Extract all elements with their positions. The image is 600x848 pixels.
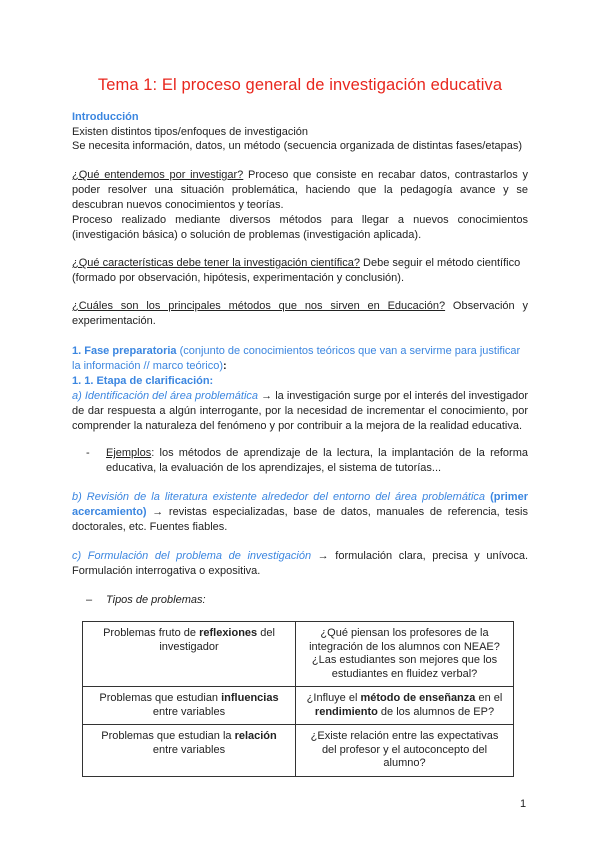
table-row	[83, 687, 514, 725]
table-cell	[83, 687, 296, 725]
table-cell	[83, 622, 296, 687]
cell-bold: influencias	[221, 692, 279, 704]
question-3-paragraph	[72, 299, 528, 329]
intro-heading: Introducción	[72, 111, 139, 123]
item-b-text: → revistas especializadas, base de datos, manuales de referencia, tesis doctorales, etc. Fuentes fiables.	[72, 506, 528, 533]
question-1-paragraph	[72, 168, 528, 213]
cell-text: ¿Influye el	[306, 692, 361, 704]
answer-1-extra: Proceso realizado mediante diversos métodos para llegar a nuevos conocimientos (investigación básica) o solución de problemas (investigación aplicada).	[72, 214, 528, 241]
stage-heading: 1. 1. Etapa de clarificación:	[72, 375, 214, 387]
cell-text: Problemas que estudian la	[101, 730, 235, 742]
examples-dash: -	[86, 447, 90, 459]
page-number: 1	[520, 798, 527, 810]
cell-bold: método de enseñanza	[360, 692, 476, 704]
cell-text: Problemas fruto de	[103, 627, 200, 639]
question-2-paragraph	[72, 256, 528, 286]
cell-text: ¿Las estudiantes son mejores que los estudiantes en fluidez verbal?	[311, 654, 498, 680]
cell-text: entre variables	[152, 705, 226, 718]
item-c-label: c) Formulación del problema de investigación	[72, 550, 312, 562]
cell-text: ¿Qué piensan los profesores de la integración de los alumnos con NEAE?	[309, 627, 500, 653]
item-c-text: → formulación clara, precisa y unívoca. Formulación interrogativa o expositiva.	[72, 550, 528, 577]
cell-bold: relación	[234, 730, 277, 742]
types-dash: –	[86, 594, 93, 606]
table-row	[83, 622, 514, 687]
cell-text: del investigador	[159, 627, 275, 653]
cell-text: en el	[475, 692, 503, 704]
item-b-label: b) Revisión de la literatura existente alrededor del entorno del área problemática	[72, 491, 486, 503]
answer-2: Debe seguir el método científico (formado por observación, hipótesis, experimentación y conclusión).	[72, 257, 521, 284]
page-title: Tema 1: El proceso general de investigación educativa	[97, 76, 503, 94]
item-b-paragraph	[72, 490, 528, 535]
cell-bold: rendimiento	[314, 705, 378, 718]
table-cell	[296, 622, 514, 687]
table-cell	[83, 725, 296, 777]
question-2: ¿Qué características debe tener la investigación científica?	[72, 257, 360, 269]
phase-1-heading-paragraph	[72, 344, 528, 374]
item-c-paragraph	[72, 549, 528, 579]
intro-line-1: Existen distintos tipos/enfoques de investigación	[72, 126, 309, 138]
examples-label: Ejemplos	[106, 447, 152, 459]
problem-types-table	[82, 621, 514, 777]
examples-text: : los métodos de aprendizaje de la lectura, la implantación de la reforma educativa, la evaluación de los aprendizajes, el sistema de tutorías...	[106, 447, 528, 474]
cell-bold: reflexiones	[199, 627, 258, 639]
question-1: ¿Qué entendemos por investigar?	[72, 169, 244, 181]
phase-1-colon: :	[223, 360, 227, 372]
question-3: ¿Cuáles son los principales métodos que nos sirven en Educación?	[72, 300, 446, 312]
phase-1-heading: 1. Fase preparatoria	[72, 345, 177, 357]
answer-1: Proceso que consiste en recabar datos, contrastarlos y poder resolver una situación problemática, haciendo que la pedagogía avance y se descubran nuevos conocimientos y teorías.	[72, 169, 528, 211]
item-a-label: a) Identificación del área problemática	[72, 390, 259, 402]
table-cell: ¿Existe relación entre las expectativas del profesor y el autoconcepto del alumno?	[296, 725, 514, 777]
answer-3: Observación y experimentación.	[72, 300, 528, 327]
cell-text: de los alumnos de EP?	[377, 705, 495, 718]
item-b-bold: (primer acercamiento)	[72, 491, 528, 518]
phase-1-note: (conjunto de conocimientos teóricos que van a servirme para justificar la información // marco teórico)	[72, 345, 521, 372]
cell-text: Problemas que estudian	[99, 692, 222, 704]
table-row	[83, 725, 514, 777]
table-cell	[296, 687, 514, 725]
examples-paragraph	[72, 446, 528, 476]
item-a-paragraph	[72, 389, 528, 434]
cell-text: entre variables	[152, 743, 226, 756]
item-a-text: → la investigación surge por el interés del investigador de dar respuesta a algún interrogante, por la necesidad de incrementar el conocimiento, por comprender la naturaleza del fenómeno y por contribuir a la mejora de la realidad educativa.	[72, 390, 528, 432]
types-label: Tipos de problemas:	[106, 594, 206, 606]
intro-line-2: Se necesita información, datos, un método (secuencia organizada de distintas fases/etapas)	[72, 140, 523, 152]
